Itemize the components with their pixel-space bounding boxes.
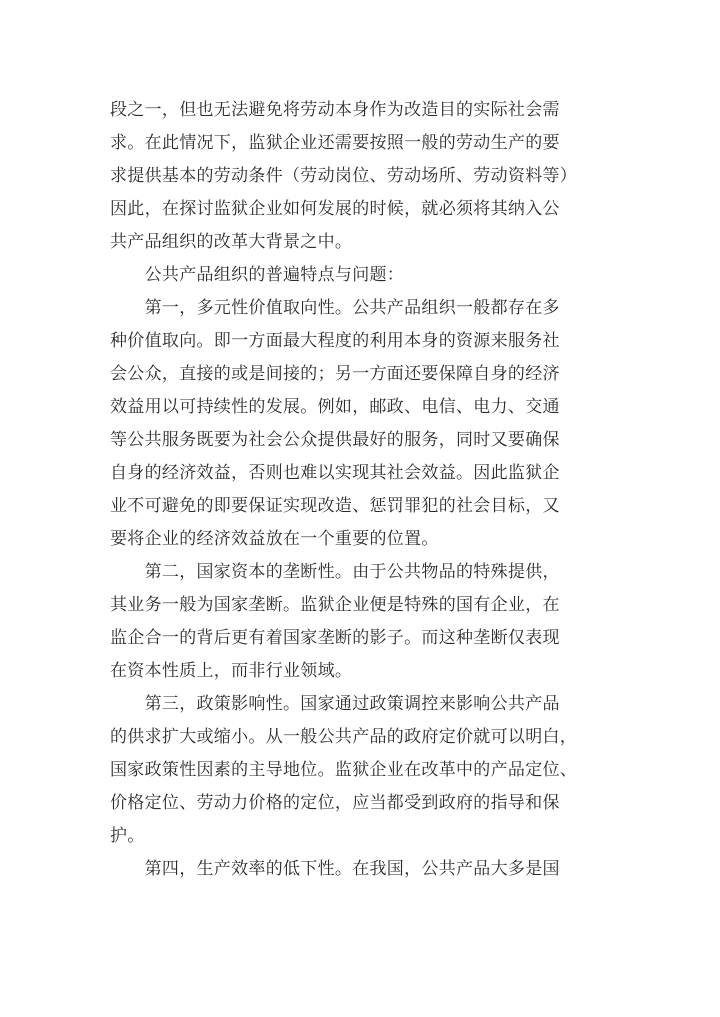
paragraph-section-heading: 公共产品组织的普遍特点与问题： [110,265,405,285]
paragraph-point-three: 第三，政策影响性。国家通过政策调控来影响公共产品 的供求扩大或缩小。从一般公共产品的政府定价就可以明白， 国家政策性因素的主导地位。监狱企业在改革中的产品定位、 价格定位、劳动力价格的定位，应当都受到政府的指导和保 护。 [110,694,578,846]
paragraph-point-four: 第四，生产效率的低下性。在我国，公共产品大多是国 [110,859,560,879]
paragraph-point-two: 第二，国家资本的垄断性。由于公共物品的特殊提供， 其业务一般为国家垄断。监狱企业便是特殊的国有企业，在 监企合一的背后更有着国家垄断的影子。而这种垄断仅表现 在资本性质上，而非行业领域。 [110,562,560,681]
paragraph-point-one: 第一，多元性价值取向性。公共产品组织一般都存在多 种价值取向。即一方面最大程度的利用本身的资源来服务社 会公众，直接的或是间接的；另一方面还要保障自身的经济 效益用以可持续性的发展。例如，邮政、电信、电力、交通 等公共服务既要为社会公众提供最好的服务，同时又要确保 自身的经济效益，否则也难以实现其社会效益。因此监狱企 业不可避免的即要保证实现改造、惩罚罪犯的社会目标，又 要将企业的经济效益放在一个重要的位置。 [110,298,560,549]
paragraph-prison-labor-context: 段之一，但也无法避免将劳动本身作为改造目的实际社会需 求。在此情况下，监狱企业还需要按照一般的劳动生产的要 求提供基本的劳动条件（劳动岗位、劳动场所、劳动资料等） 因此，在探讨监狱企业如何发展的时候，就必须将其纳入公 共产品组织的改革大背景之中。 [110,100,578,252]
document-body [110,94,620,886]
